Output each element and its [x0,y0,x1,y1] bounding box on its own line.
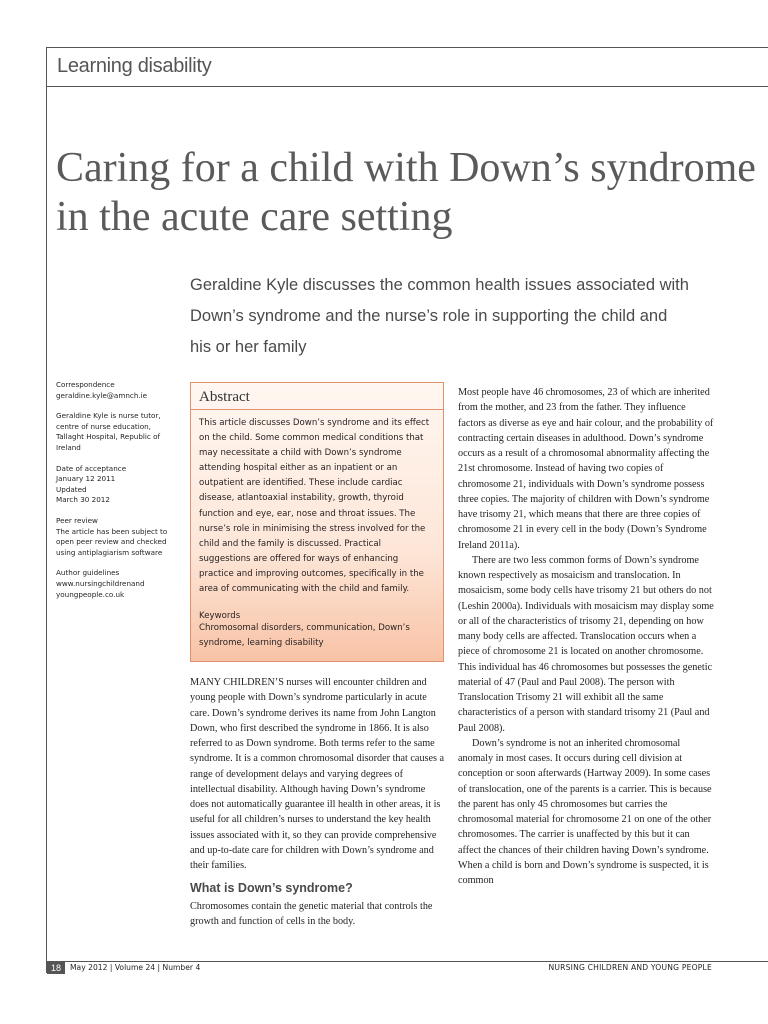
acceptance-label: Date of acceptance [56,463,127,473]
right-paragraph-2: There are two less common forms of Down’s syndrome known respectively as mosaicism and translocation. In mosaicism, some body cells have trisomy 21 but others do not (Leshin 2000a). Individuals with mosaicism may display some or all of the characteristics of trisomy 21, depending on how many body cells are affected. Translocation occurs when a piece of chromosome 21 is located on another chromosome. This individual has 46 chromosomes but possesses the genetic material of 47 (Paul and Paul 2008). The person with Translocation Trisomy 21 will exhibit all the same characteristics of a person with standard trisomy 21 (Paul and Paul 2008). [458,554,714,734]
dates-block [56,464,171,506]
keywords-text: Chromosomal disorders, communication, Down’s syndrome, learning disability [199,623,410,649]
intro-lead: MANY CHILDREN’S [190,677,284,688]
author-guidelines-block [56,568,171,600]
article-title: Caring for a child with Down’s syndrome in the acute care setting [56,145,756,240]
journal-name: NURSING CHILDREN AND YOUNG PEOPLE [548,963,712,972]
updated-label: Updated [56,484,87,494]
updated-date: March 30 2012 [56,495,110,505]
peer-review-label: Peer review [56,515,98,525]
author-bio-block [56,411,171,453]
section-title: Learning disability [57,55,212,77]
intro-paragraph [190,675,446,873]
abstract-text: This article discusses Down’s syndrome and its effect on the child. Some common medical conditions that may necessitate a child with Down’s syndrome attending hospital either as an inpatient or an outpatient are identified. These include cardiac disease, atlantoaxial instability, growth, thyroid function and eye, ear, nose and throat issues. The nurse’s role in minimising the stress involved for the child and the family is discussed. Practical suggestions are offered for ways of enhancing practice and improving outcomes, specifically in the area of communicating with the child and family. [199,418,430,595]
page-number: 18 [47,962,65,974]
issue-info: May 2012 | Volume 24 | Number 4 [70,963,201,972]
right-paragraph-1: Most people have 46 chromosomes, 23 of which are inherited from the mother, and 23 from the father. They influence factors as diverse as eye and hair colour, and the probability of contracting certain diseases in adulthood. Down’s syndrome occurs as a result of a chromosomal abnormality affecting the 21st chromosome. Instead of having two copies of chromosome 21, individuals with Down’s syndrome possess three copies. The majority of children with Down’s syndrome have trisomy 21, which means that there are three copies of chromosome 21 in every cell in the body (Down’s Syndrome Ireland 2011a). [458,387,714,551]
abstract-box [190,382,444,662]
top-rule [46,47,768,48]
acceptance-date: January 12 2011 [56,474,116,484]
keywords-heading: Keywords [199,611,241,622]
footer-rule [46,961,768,962]
peer-review-text: The article has been subject to open peer review and checked using antiplagiarism software [56,526,168,557]
standfirst: Geraldine Kyle discusses the common health issues associated with Down’s syndrome and the nurse’s role in supporting the child and his or her family [190,276,689,356]
article-sidebar [56,380,171,610]
subheading: What is Down’s syndrome? [190,881,353,896]
abstract-heading: Abstract [191,389,443,410]
section-rule [46,86,768,87]
chromosomes-paragraph: Chromosomes contain the genetic material that controls the growth and function of cells in the body. [190,900,433,927]
right-paragraph-3: Down’s syndrome is not an inherited chromosomal anomaly in most cases. It occurs during cell division at conception or soon afterwards (Hartway 2009). In some cases of translocation, one of the parents is a carrier. This is because the parent has only 45 chromosomes but carries the chromosomal material for chromosome 21 on one of the other chromosomes. The carrier is unaffected by this but it can affect the chances of their children having Down’s syndrome. When a child is born and Down’s syndrome is suspected, it is common [458,737,712,886]
body-column-middle [190,675,446,929]
body-column-right [458,385,714,888]
correspondence-block [56,380,171,401]
peer-review-block [56,516,171,558]
correspondence-label: Correspondence [56,380,115,389]
guidelines-link[interactable]: www.nursingchildrenand youngpeople.co.uk [56,578,145,599]
author-bio: Geraldine Kyle is nurse tutor, centre of nurse education, Tallaght Hospital, Republic of Ireland [56,411,161,452]
guidelines-label: Author guidelines [56,568,120,578]
correspondence-email[interactable]: geraldine.kyle@amnch.ie [56,390,148,400]
left-margin-rule [46,47,47,973]
intro-text: nurses will encounter children and young people with Down’s syndrome particularly in acute care. Down’s syndrome derives its name from John Langton Down, who first described the syndrome in 1866. It is also referred to as Down syndrome. Both terms refer to the same syndrome. It is a common chromosomal disorder that causes a range of development delays and varying degrees of intellectual disability. Although having Down’s syndrome does not automatically guarantee ill health in other areas, it is useful for all children’s nurses to understand the key health issues associated with it, so they can provide comprehensive and up-to-date care for children with Down’s syndrome and their families. [190,677,445,871]
